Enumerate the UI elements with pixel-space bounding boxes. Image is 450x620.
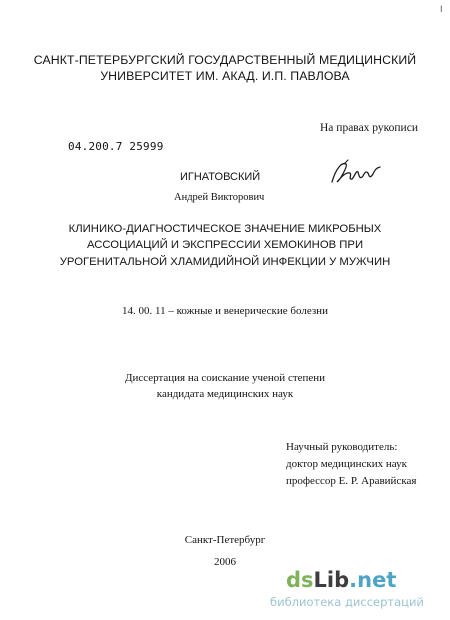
university-name-line2: УНИВЕРСИТЕТ ИМ. АКАД. И.П. ПАВЛОВА <box>100 69 350 83</box>
watermark-logo-lib: Lib <box>313 568 350 592</box>
watermark-logo-net: .net <box>349 568 397 592</box>
watermark-caption: библиотека диссертаций <box>270 595 424 609</box>
degree-line1: Диссертация на соискание ученой степени <box>124 372 326 384</box>
supervisor-label: Научный руководитель: <box>286 441 398 453</box>
degree-line2: кандидата медицинских наук <box>156 388 294 400</box>
watermark-logo-ds: ds <box>286 568 314 592</box>
specialty-code: 14. 00. 11 – кожные и венерические болезни <box>122 305 328 317</box>
author-last-name: ИГНАТОВСКИЙ <box>180 171 261 183</box>
supervisor-name: профессор Е. Р. Аравийская <box>286 475 417 487</box>
city: Санкт-Петербург <box>184 534 266 546</box>
supervisor-degree: доктор медицинских наук <box>286 458 407 470</box>
dissertation-title-line3: УРОГЕНИТАЛЬНОЙ ХЛАМИДИЙНОЙ ИНФЕКЦИИ У МУЖЧИН <box>59 256 391 268</box>
registration-code-text: 04.200.7 25999 <box>68 140 164 153</box>
year: 2006 <box>214 556 236 568</box>
dissertation-title-line2: АССОЦИАЦИЙ И ЭКСПРЕССИИ ХЕМОКИНОВ ПРИ <box>86 239 364 251</box>
university-name-line1: САНКТ-ПЕТЕРБУРГСКИЙ ГОСУДАРСТВЕННЫЙ МЕДИЦИНСКИЙ <box>33 53 417 67</box>
manuscript-rights: На правах рукописи <box>320 122 418 134</box>
registration-code <box>68 140 164 153</box>
signature <box>328 158 384 188</box>
author-first-names: Андрей Викторович <box>174 192 265 203</box>
watermark-logo <box>286 568 396 592</box>
dissertation-title-line1: КЛИНИКО-ДИАГНОСТИЧЕСКОЕ ЗНАЧЕНИЕ МИКРОБНЫХ <box>68 223 382 235</box>
corner-mark: I <box>440 4 443 14</box>
